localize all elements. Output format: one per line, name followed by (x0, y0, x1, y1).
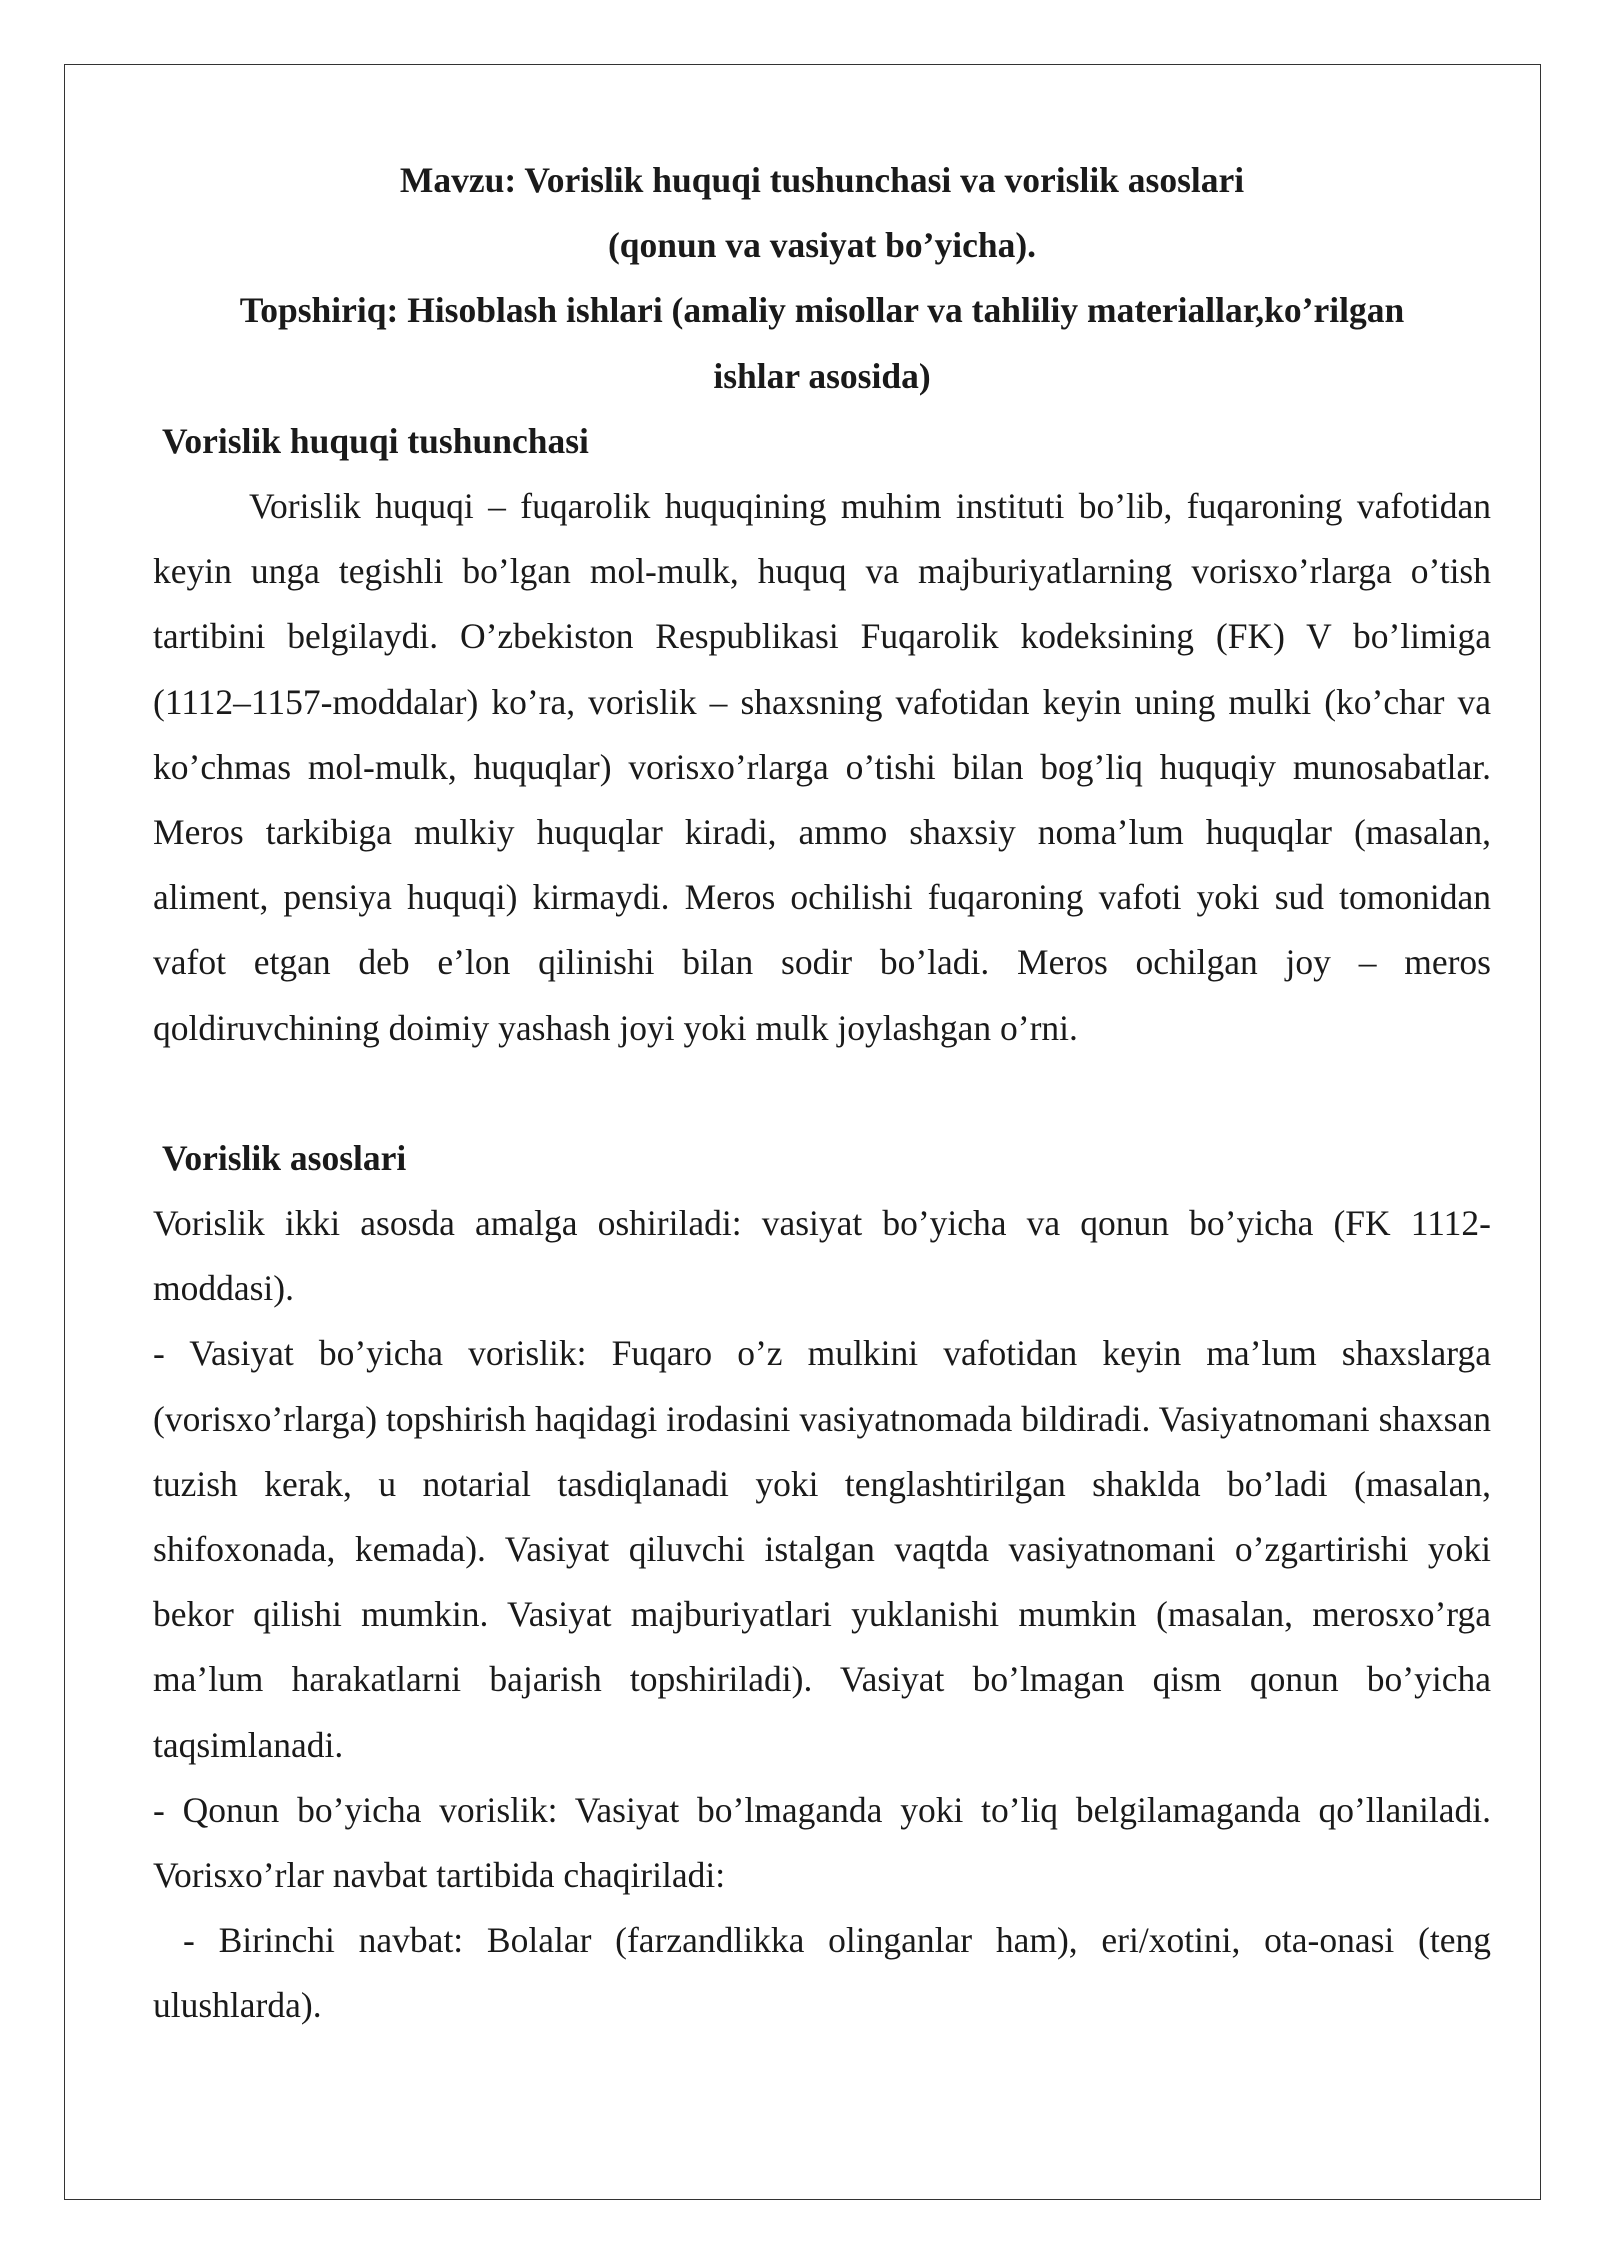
blank-line (153, 1061, 1491, 1126)
will-inheritance-paragraph: - Vasiyat bo’yicha vorislik: Fuqaro o’z mulkini vafotidan keyin ma’lum shaxslarga (vorisxo’rlarga) topshirish haqidagi irodasini vasiyatnomada bildiradi. Vasiyatnomani shaxsan tuzish kerak, u notarial tasdiqlanadi yoki tenglashtirilgan shaklda bo’ladi (masalan, shifoxonada, kemada). Vasiyat qiluvchi istalgan vaqtda vasiyatnomani o’zgartirishi yoki bekor qilishi mumkin. Vasiyat majburiyatlari yuklanishi mumkin (masalan, merosxo’rga ma’lum harakatlarni bajarish topshiriladi). Vasiyat bo’lmagan qism qonun bo’yicha taqsimlanadi. (153, 1333, 1491, 1765)
document-title-line1: Mavzu: Vorislik huquqi tushunchasi va vorislik asoslari (399, 160, 1245, 200)
document-body (153, 148, 1491, 2039)
section-heading-grounds: Vorislik asoslari (162, 1137, 407, 1178)
task-title-line2: ishlar asosida) (713, 355, 931, 396)
task-title-line1: Topshiriq: Hisoblash ishlari (amaliy misollar va tahliliy materiallar,ko’rilgan (239, 290, 1405, 331)
concept-paragraph: Vorislik huquqi – fuqarolik huquqining muhim instituti bo’lib, fuqaroning vafotidan keyin unga tegishli bo’lgan mol-mulk, huquq va majburiyatlarning vorisxo’rlarga o’tish tartibini belgilaydi. O’zbekiston Respublikasi Fuqarolik kodeksining (FK) V bo’limiga (1112–1157-moddalar) ko’ra, vorislik – shaxsning vafotidan keyin uning mulki (ko’char va ko’chmas mol-mulk, huquqlar) vorisxo’rlarga o’tishi bilan bog’liq huquqiy munosabatlar. Meros tarkibiga mulkiy huquqlar kiradi, ammo shaxsiy noma’lum huquqlar (masalan, aliment, pensiya huquqi) kirmaydi. Meros ochilishi fuqaroning vafoti yoki sud tomonidan vafot etgan deb e’lon qilinishi bilan sodir bo’ladi. Meros ochilgan joy – meros qoldiruvchining doimiy yashash joyi yoki mulk joylashgan o’rni. (153, 486, 1491, 1048)
law-inheritance-paragraph: - Qonun bo’yicha vorislik: Vasiyat bo’lmaganda yoki to’liq belgilamaganda qo’llaniladi. Vorisxo’rlar navbat tartibida chaqiriladi: (153, 1789, 1491, 1896)
document-title-line2: (qonun va vasiyat bo’yicha). (607, 225, 1037, 266)
section-heading-concept: Vorislik huquqi tushunchasi (162, 420, 589, 461)
grounds-intro-paragraph: Vorislik ikki asosda amalga oshiriladi: vasiyat bo’yicha va qonun bo’yicha (FK 1112-moddasi). (153, 1203, 1491, 1309)
first-priority-paragraph: - Birinchi navbat: Bolalar (farzandlikka olinganlar ham), eri/xotini, ota-onasi (teng ulushlarda). (153, 1920, 1491, 2026)
